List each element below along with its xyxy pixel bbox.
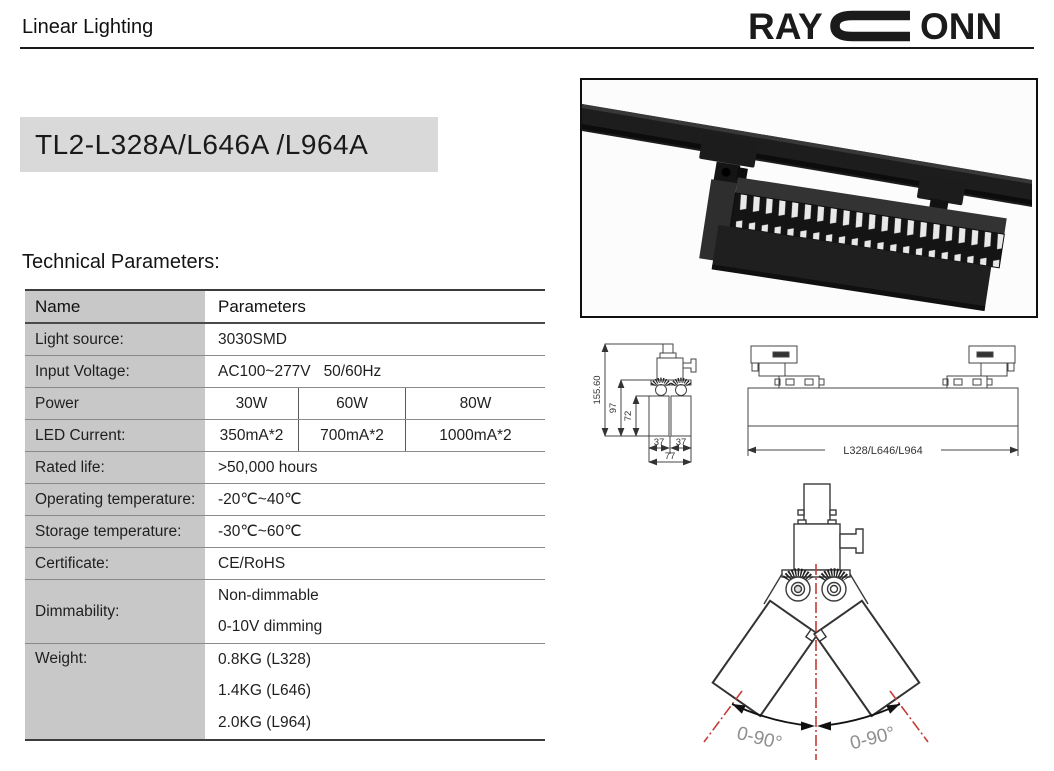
brand-logo xyxy=(748,6,1040,46)
dimension-drawing-side-view xyxy=(748,346,1018,456)
row-value-60w: 60W xyxy=(298,388,405,419)
dimension-drawings xyxy=(583,330,1043,478)
logo-onn-text: ONN xyxy=(920,6,1003,46)
row-name: Light source: xyxy=(25,324,205,355)
angle-label-left: 0-90° xyxy=(734,722,785,755)
dim-label-total-height: 155.60 xyxy=(592,375,603,405)
row-name: Rated life: xyxy=(25,452,205,483)
dim-label-72: 72 xyxy=(623,410,634,422)
row-name: Input Voltage: xyxy=(25,356,205,387)
row-value-line: Non-dimmable xyxy=(218,586,319,604)
section-heading: Technical Parameters: xyxy=(22,251,220,273)
table-row-storage-temperature xyxy=(25,516,545,548)
row-name: Storage temperature: xyxy=(25,516,205,547)
row-value-lines xyxy=(205,580,545,643)
row-value-line: 0.8KG (L328) xyxy=(218,650,312,668)
logo-ray-text: RAY xyxy=(748,6,823,46)
table-row-input-voltage xyxy=(25,356,545,388)
row-value: -30℃~60℃ xyxy=(218,523,302,540)
row-value-80w: 80W xyxy=(405,388,545,419)
dim-label-37-left: 37 xyxy=(653,437,665,448)
right-axis-line xyxy=(890,691,928,742)
row-value: AC100~277V 50/60Hz xyxy=(218,362,382,380)
table-header-row xyxy=(25,291,545,324)
technical-parameters-table xyxy=(25,289,545,741)
model-title-box xyxy=(20,117,438,172)
table-row-certificate xyxy=(25,548,545,580)
row-name: Certificate: xyxy=(25,548,205,579)
table-row-operating-temperature xyxy=(25,484,545,516)
dim-label-length: L328/L646/L964 xyxy=(843,445,923,457)
row-value: 3030SMD xyxy=(218,330,287,348)
table-row-dimmability xyxy=(25,580,545,644)
logo-c-icon xyxy=(835,16,910,37)
column-header-parameters: Parameters xyxy=(218,296,306,316)
row-name: Weight: xyxy=(25,644,205,739)
row-value-line: 0-10V dimming xyxy=(218,618,323,636)
model-title: TL2-L328A/L646A /L964A xyxy=(35,128,369,160)
rotation-head-right xyxy=(814,601,919,716)
angle-label-right: 0-90° xyxy=(847,722,898,755)
product-photo-frame xyxy=(580,78,1038,318)
table-row-light-source xyxy=(25,324,545,356)
row-name: Dimmability: xyxy=(25,580,205,643)
row-value-line: 2.0KG (L964) xyxy=(218,713,312,731)
row-value-current-2: 700mA*2 xyxy=(298,420,405,451)
table-row-power xyxy=(25,388,545,420)
dim-label-37-right: 37 xyxy=(675,437,687,448)
header-divider xyxy=(20,47,1034,49)
table-row-weight xyxy=(25,644,545,739)
row-value: CE/RoHS xyxy=(218,554,286,572)
product-photo xyxy=(582,80,1032,312)
row-value-lines xyxy=(205,644,545,739)
column-header-name: Name xyxy=(25,291,205,322)
table-row-rated-life xyxy=(25,452,545,484)
table-row-led-current xyxy=(25,420,545,452)
dim-label-77: 77 xyxy=(664,451,676,462)
row-value-current-1: 350mA*2 xyxy=(219,426,284,444)
row-name: Power xyxy=(25,388,205,419)
row-value: >50,000 hours xyxy=(218,458,318,476)
row-name: LED Current: xyxy=(25,420,205,451)
row-value-30w: 30W xyxy=(235,394,268,412)
rotation-diagram xyxy=(648,468,983,768)
row-name: Operating temperature: xyxy=(25,484,205,515)
row-value: -20℃~40℃ xyxy=(218,491,302,508)
rotation-head-left xyxy=(713,601,818,716)
page-title: Linear Lighting xyxy=(22,16,154,38)
row-value-current-3: 1000mA*2 xyxy=(405,420,545,451)
dim-label-97: 97 xyxy=(608,402,619,414)
row-value-line: 1.4KG (L646) xyxy=(218,682,312,700)
end-view-dimension-labels xyxy=(592,375,686,462)
